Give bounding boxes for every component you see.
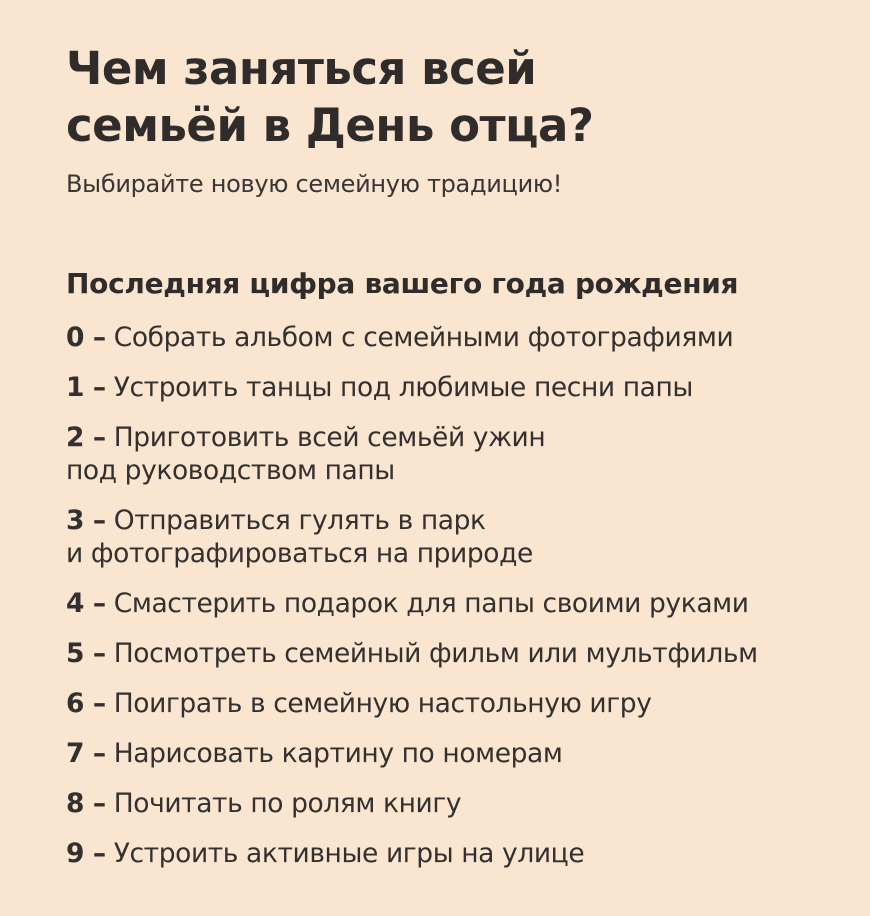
item-number: 3 – <box>66 505 106 536</box>
item-text: Отправиться гулять в парк и фотографироваться на природе <box>66 505 533 569</box>
subtitle: Выбирайте новую семейную традицию! <box>66 170 563 198</box>
item-number: 5 – <box>66 638 106 669</box>
list-item <box>66 837 830 870</box>
item-text: Смастерить подарок для папы своими руками <box>113 588 749 619</box>
item-text: Почитать по ролям книгу <box>113 788 462 819</box>
item-text: Устроить танцы под любимые песни папы <box>113 372 693 403</box>
list-item <box>66 737 830 770</box>
item-text: Устроить активные игры на улице <box>113 838 585 869</box>
page-title: Чем заняться всей семьёй в День отца? <box>66 42 594 152</box>
item-text: Посмотреть семейный фильм или мультфильм <box>113 638 758 669</box>
item-number: 8 – <box>66 788 106 819</box>
list-item <box>66 421 830 487</box>
item-text: Нарисовать картину по номерам <box>113 738 563 769</box>
item-text: Собрать альбом с семейными фотографиями <box>113 322 734 353</box>
list-item <box>66 637 830 670</box>
list-item <box>66 504 830 570</box>
item-number: 4 – <box>66 588 106 619</box>
item-number: 2 – <box>66 422 106 453</box>
list-item <box>66 321 830 354</box>
item-number: 7 – <box>66 738 106 769</box>
list-item <box>66 371 830 404</box>
activity-list <box>66 321 830 870</box>
item-number: 1 – <box>66 372 106 403</box>
list-item <box>66 587 830 620</box>
section-title: Последняя цифра вашего года рождения <box>66 267 739 300</box>
list-item <box>66 687 830 720</box>
item-number: 9 – <box>66 838 106 869</box>
item-number: 0 – <box>66 322 106 353</box>
item-number: 6 – <box>66 688 106 719</box>
item-text: Поиграть в семейную настольную игру <box>113 688 652 719</box>
item-text: Приготовить всей семьёй ужин под руководством папы <box>66 422 546 486</box>
list-item <box>66 787 830 820</box>
